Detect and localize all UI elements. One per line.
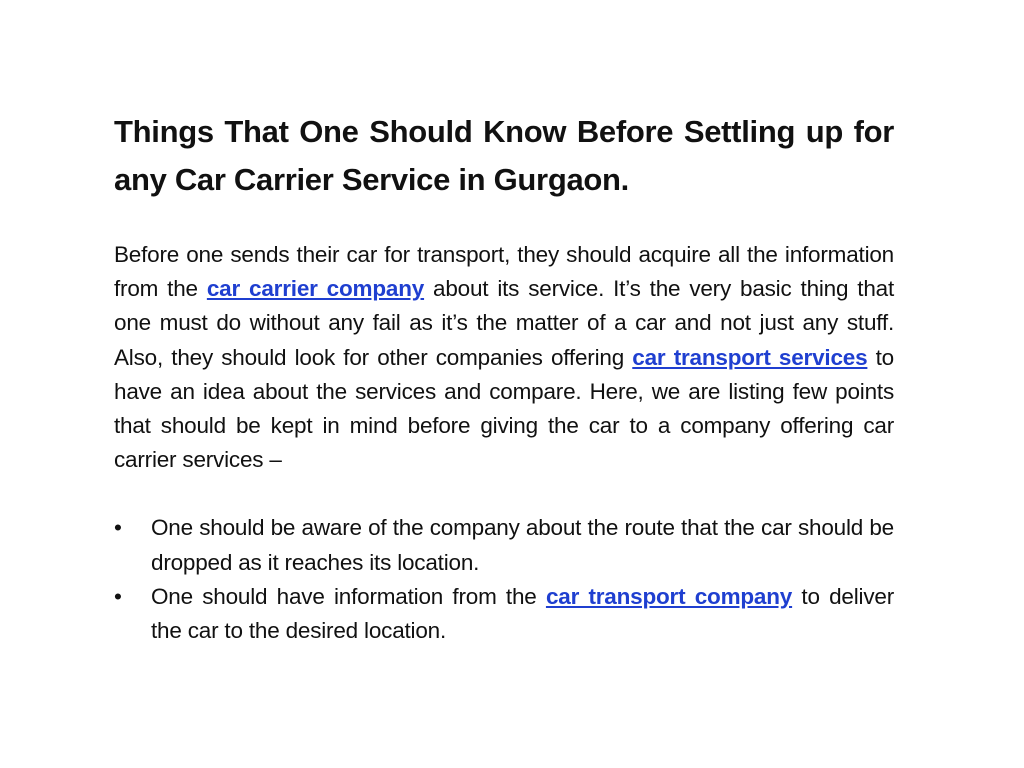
list-item: [114, 580, 894, 648]
point-text-after: to deliver the car to the desired location.: [151, 583, 894, 644]
intro-text-2: about its service. It’s the very basic thing that one must do without any fail as it’s the matter of a car and not just any stuff. Also, they should look for other companies offering: [114, 276, 895, 370]
points-list: [114, 511, 894, 648]
page-title: Things That One Should Know Before Settling up for any Car Carrier Service in Gurgaon.: [114, 114, 894, 197]
car-transport-company-link[interactable]: car transport company: [545, 583, 793, 609]
intro-text-1: Before one sends their car for transport, they should acquire all the information from the: [114, 242, 894, 302]
car-carrier-company-link[interactable]: car carrier company: [206, 276, 425, 302]
point-text: One should be aware of the company about the route that the car should be dropped as it reaches its location.: [151, 515, 894, 575]
intro-text-3: to have an idea about the services and compare. Here, we are listing few points that should be kept in mind before giving the car to a company offering car carrier services –: [114, 344, 894, 473]
content-area: [114, 108, 894, 648]
bullet-icon: •: [114, 515, 122, 541]
intro-paragraph: [114, 238, 894, 477]
car-transport-services-link[interactable]: car transport services: [632, 344, 868, 370]
list-item: [114, 511, 894, 579]
point-text-before: One should have information from the: [151, 583, 546, 609]
bullet-icon: •: [114, 583, 122, 609]
